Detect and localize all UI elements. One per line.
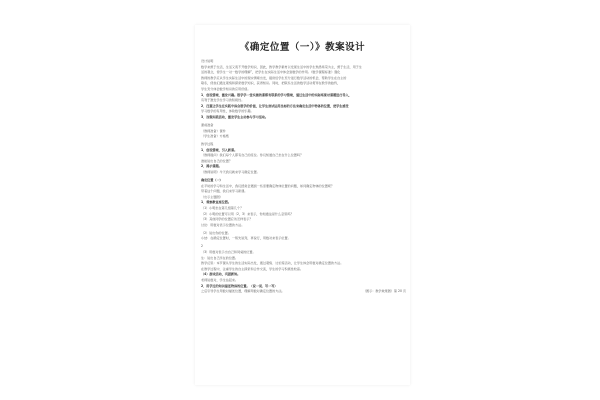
text-line: 小结：在确定位置时，一般先说列，再说行，用数对来表示位置。: [201, 236, 291, 241]
text-line: 课前准备: [201, 122, 214, 127]
text-line: （教师准备）课件: [201, 128, 226, 133]
text-line: 1．创设情境，激发兴趣。数学学一堂实施的课都有联系的学习情境，通过生活中的实际场景对课题进行导入，: [201, 92, 352, 97]
text-line: 老师说数对，学生站起来。: [201, 277, 239, 282]
text-line: 学习数学的有用性，体验数学的乐趣。: [201, 109, 254, 114]
text-line: 在平时的学习和生活中，我们经常会遇到一些需要确定物体位置的问题，如何确定物体的位置呢？: [201, 183, 335, 188]
text-line: 1．观察教室座位图。: [201, 200, 231, 205]
text-line: 1．创设情境，引入新课。: [201, 147, 238, 152]
footer-left-text: 之后引导学生用数对描述位置，理解用数对确定位置的方法。: [201, 289, 285, 294]
text-line: 2．用学过的知识描述物体的位置。（说一说、写一写）: [201, 283, 278, 288]
text-line: 教学反思：本节课从学生的生活实际出发，通过观察、讨论等活动，让学生体会用数对确定位置的方法。: [201, 261, 344, 266]
text-line: （2）说出你的位置。: [201, 230, 231, 235]
text-line: （学生准备）方格纸: [201, 134, 229, 139]
text-line: （教师说明）今天我们就来学习确定位置。: [201, 170, 260, 175]
page-title: 《确定位置（一）》教案设计: [239, 42, 366, 53]
text-line: 在教学过程中，注重学生的自主探索和合作交流，学生的学习积极性较高。: [201, 266, 304, 271]
text-line: 2．揭示课题。: [201, 164, 222, 169]
text-line: 学生充分体会数学知识的应用价值。: [201, 86, 251, 91]
text-line: （2）小明的位置可以用（2，3）来表示，你知道这是什么意思吗？: [201, 211, 294, 216]
text-line: 教师的教学应从学生实际生活中的现实情境出发，提供给学生充分进行数学活动的机会，帮助学生在自主的: [201, 75, 347, 80]
text-line: （教师提问）我们每个人都有自己的座位。你们知道自己坐在什么位置吗？: [201, 153, 304, 158]
text-line: 有利于激发学生学习的积极性。: [201, 98, 245, 103]
text-line: 讨论：用数对表示位置的方法。: [201, 222, 245, 227]
text-line: 活的观念，使学生一对一数学的理解”，把学生在实际生活中体会到数学的作用。《数学课程标准》强化: [201, 70, 341, 75]
text-line: 2．注重让学生在实践中体会数学的价值，让学生尝试运用坐标的方法来确定生活中物体的位置，使学生感受: [201, 103, 349, 108]
text-line: （4）游戏活动，巩固新知。: [201, 272, 241, 277]
text-line: （3）其他同学的位置应该怎样表示？: [201, 217, 253, 222]
text-line: 联系，使他们通过观察和探索数学知识，获得知识。同时，把联系生活的数学活动贯穿在教学的始终，: [201, 81, 341, 86]
text-line: 谁能说出自己的位置？: [201, 158, 232, 163]
text-line: 确定位置（一）: [201, 178, 223, 183]
text-line: （1）小明坐在第几组第几个？: [201, 206, 244, 211]
footer-line: [201, 289, 406, 295]
document-body: [201, 59, 406, 295]
footer-right-text: （图示：教学效果图）第 20 页: [362, 289, 406, 294]
text-line: 教学过程: [201, 142, 214, 147]
text-line: 3．加强实践活动，激发学生主动参与学习活动。: [201, 114, 269, 119]
document-page: [195, 25, 410, 385]
text-line: 设计说明: [201, 59, 214, 63]
text-line: 数学来源于生活，生活又离不开数学知识，因此，教学教学素材以发现生活中的学生熟悉场景为主，源于生活，用于生: [201, 64, 362, 69]
text-line: 2: [201, 244, 203, 249]
text-line: 带着这个问题，我们来学习新课。: [201, 189, 248, 194]
text-line: （3）用数对表示出自己和同桌的位置。: [201, 249, 256, 254]
text-line: （出示主题图）: [201, 194, 223, 199]
text-line: 生：说出自己所在的位置。: [201, 255, 239, 260]
